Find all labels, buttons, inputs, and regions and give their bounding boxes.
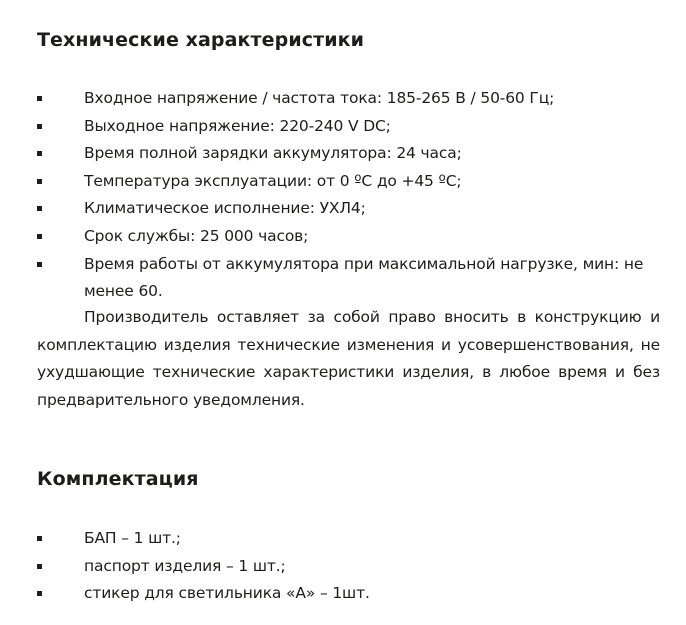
list-item-text: Выходное напряжение: 220-240 V DC; <box>84 116 391 135</box>
bullet-icon <box>37 151 42 156</box>
bullet-icon <box>37 179 42 184</box>
specs-heading: Технические характеристики <box>37 29 365 51</box>
list-item <box>37 251 660 306</box>
manufacturer-note: Производитель оставляет за собой право вносить в конструкцию и комплектацию изделия технические изменения и усовершенствования, не ухудшающие технические характеристики изделия, в любое время и без предварительного уведомления. <box>37 308 660 409</box>
bullet-icon <box>37 124 42 129</box>
list-item <box>37 195 660 223</box>
list-item <box>37 553 660 581</box>
kit-heading: Комплектация <box>37 468 199 490</box>
list-item-text: Температура эксплуатации: от 0 ºС до +45 ºС; <box>84 171 462 190</box>
list-item-text: БАП – 1 шт.; <box>84 529 181 547</box>
list-item-text: стикер для светильника «А» – 1шт. <box>84 584 370 603</box>
list-item <box>37 223 660 251</box>
bullet-icon <box>37 591 42 596</box>
bullet-icon <box>37 564 42 569</box>
list-item <box>37 85 660 113</box>
list-item <box>37 168 660 196</box>
list-item <box>37 580 660 608</box>
bullet-icon <box>37 536 42 541</box>
list-item-text: Срок службы: 25 000 часов; <box>84 226 309 245</box>
list-item <box>37 113 660 141</box>
list-item-text: паспорт изделия – 1 шт.; <box>84 556 286 575</box>
list-item-text: Время работы от аккумулятора при максимальной нагрузке, мин: не менее 60. <box>84 254 644 301</box>
specs-list <box>37 85 660 306</box>
list-item <box>37 140 660 168</box>
list-item <box>37 525 660 553</box>
bullet-icon <box>37 96 42 101</box>
bullet-icon <box>37 206 42 211</box>
list-item-text: Климатическое исполнение: УХЛ4; <box>84 199 366 218</box>
list-item-text: Входное напряжение / частота тока: 185-265 В / 50-60 Гц; <box>84 89 555 107</box>
bullet-icon <box>37 234 42 239</box>
bullet-icon <box>37 262 42 267</box>
kit-list <box>37 525 660 608</box>
list-item-text: Время полной зарядки аккумулятора: 24 часа; <box>84 144 462 163</box>
